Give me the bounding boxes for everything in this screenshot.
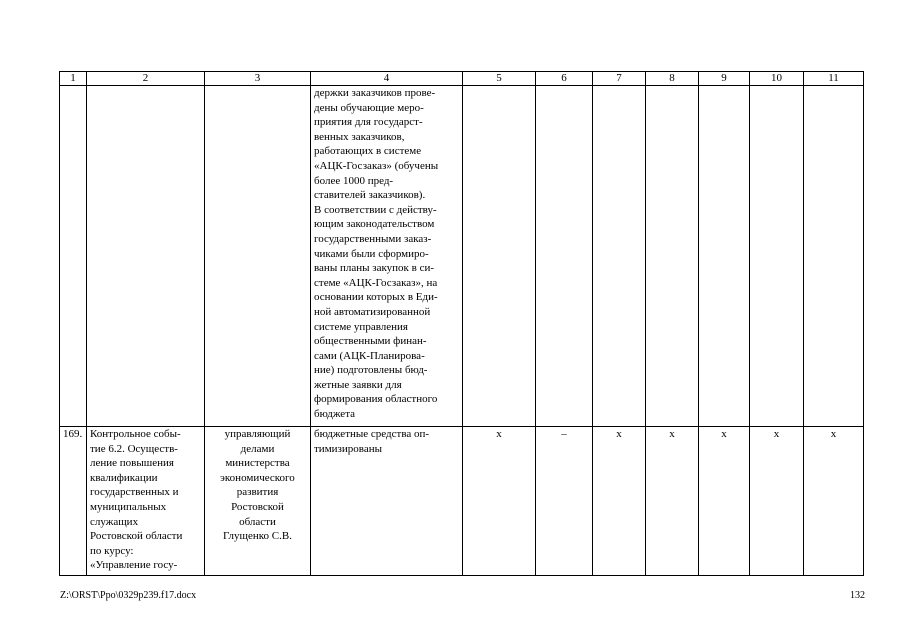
column-header: 8	[646, 72, 699, 86]
mark-cell: х	[699, 427, 750, 576]
mark-cell: –	[536, 427, 593, 576]
row-number	[60, 86, 87, 427]
mark-cell	[646, 86, 699, 427]
executor-cell	[205, 86, 311, 427]
mark-cell: х	[750, 427, 804, 576]
mark-cell	[536, 86, 593, 427]
mark-cell	[750, 86, 804, 427]
column-header: 6	[536, 72, 593, 86]
column-header: 4	[311, 72, 463, 86]
row-number: 169.	[60, 427, 87, 576]
event-name-cell: Контрольное собы- тие 6.2. Осуществ- ление повышения квалификации государственных и муниципальных служащих Ростовской области по курсу: «Управление госу-	[87, 427, 205, 576]
table-row	[60, 86, 864, 427]
column-header: 9	[699, 72, 750, 86]
result-cell: держки заказчиков прове- дены обучающие меро- приятия для государст- венных заказчиков, работающих в системе «АЦК-Госзаказ» (обучены более 1000 пред- ставителей заказчиков). В соответствии с действу- ющим законодательством государственными заказ- чиками были сформиро- ваны планы закупок в си- стеме «АЦК-Госзаказ», на основании которых в Еди- ной автоматизированной системе управления общественными финан- сами (АЦК-Планирова- ние) подготовлены бюд- жетные заявки для формирования областного бюджета	[311, 86, 463, 427]
mark-cell	[699, 86, 750, 427]
event-name-cell	[87, 86, 205, 427]
page-number: 132	[850, 590, 865, 601]
column-header: 1	[60, 72, 87, 86]
mark-cell: х	[463, 427, 536, 576]
mark-cell: х	[646, 427, 699, 576]
column-header: 11	[804, 72, 864, 86]
executor-cell: управляющий делами министерства экономического развития Ростовской области Глущенко С.В.	[205, 427, 311, 576]
column-header: 7	[593, 72, 646, 86]
mark-cell	[593, 86, 646, 427]
mark-cell	[804, 86, 864, 427]
column-header: 10	[750, 72, 804, 86]
result-cell: бюджетные средства оп- тимизированы	[311, 427, 463, 576]
header-row	[60, 72, 864, 86]
column-header: 5	[463, 72, 536, 86]
mark-cell: х	[804, 427, 864, 576]
column-header: 3	[205, 72, 311, 86]
file-path-footer: Z:\ORST\Ppo\0329p239.f17.docx	[60, 590, 197, 601]
column-header: 2	[87, 72, 205, 86]
table-row	[60, 427, 864, 576]
mark-cell: х	[593, 427, 646, 576]
mark-cell	[463, 86, 536, 427]
plan-table	[59, 71, 864, 576]
